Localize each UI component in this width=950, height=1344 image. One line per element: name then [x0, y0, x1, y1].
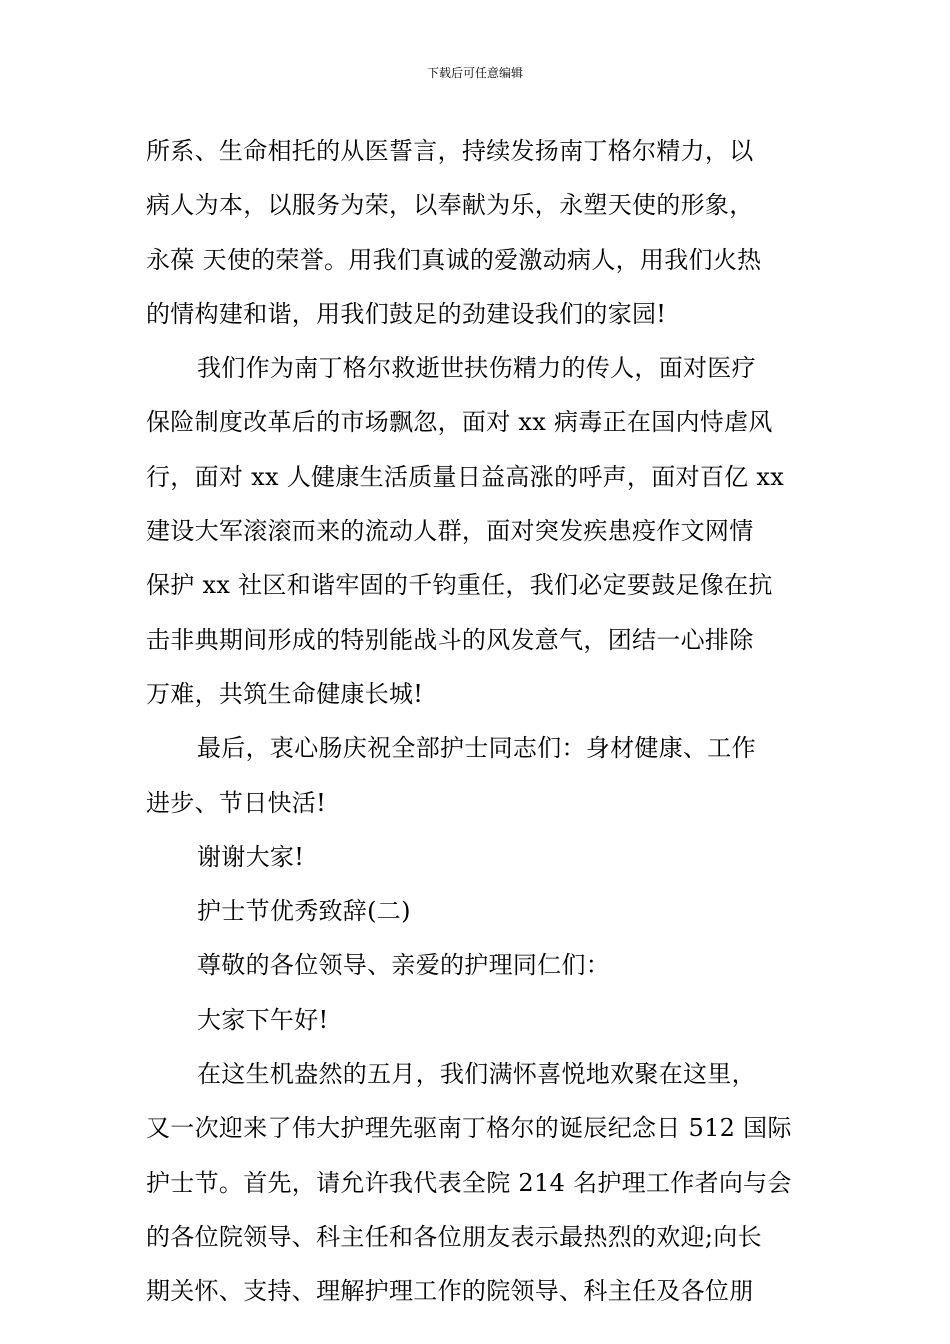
text-line: 永葆 天使的荣誉。用我们真诚的爱激动病人，用我们火热	[146, 245, 762, 274]
text-line: 我们作为南丁格尔救逝世扶伤精力的传人，面对医疗	[197, 354, 756, 383]
text-line: 谢谢大家!	[197, 842, 305, 871]
text-line: 大家下午好!	[197, 1005, 329, 1034]
text-line: 期关怀、支持、理解护理工作的院领导、科主任及各位朋	[146, 1277, 754, 1306]
text-line: 的情构建和谐，用我们鼓足的劲建设我们的家园!	[146, 299, 667, 328]
text-line: 的各位院领导、科主任和各位朋友表示最热烈的欢迎;向长	[146, 1222, 762, 1251]
text-line: 保险制度改革后的市场飘忽，面对 xx 病毒正在国内恃虐风	[146, 408, 773, 437]
text-line: 建设大军滚滚而来的流动人群，面对突发疾患疫作文网情	[146, 517, 754, 546]
text-line: 行，面对 xx 人健康生活质量日益高涨的呼声，面对百亿 xx	[146, 462, 785, 491]
page-header: 下载后可任意编辑	[426, 66, 523, 80]
text-line: 最后，衷心肠庆祝全部护士同志们：身材健康、工作	[197, 734, 756, 763]
text-line: 在这生机盎然的五月，我们满怀喜悦地欢聚在这里，	[197, 1060, 756, 1089]
document-body	[146, 124, 806, 1319]
section-title: 护士节优秀致辞(二)	[197, 897, 411, 926]
text-line: 所系、生命相托的从医誓言，持续发扬南丁格尔精力，以	[146, 137, 754, 165]
text-line: 护士节。首先，请允许我代表全院 214 名护理工作者向与会	[146, 1168, 792, 1197]
text-line: 病人为本，以服务为荣，以奉献为乐，永塑天使的形象，	[146, 191, 754, 220]
text-line: 尊敬的各位领导、亲爱的护理同仁们：	[197, 951, 611, 980]
text-line: 击非典期间形成的特别能战斗的风发意气，团结一心排除	[146, 625, 754, 654]
text-line: 又一次迎来了伟大护理先驱南丁格尔的诞辰纪念日 512 国际	[146, 1114, 792, 1143]
text-line: 万难，共筑生命健康长城!	[146, 679, 424, 708]
text-line: 进步、节日快活!	[146, 788, 327, 817]
text-line: 保护 xx 社区和谐牢固的千钧重任，我们必定要鼓足像在抗	[146, 571, 773, 600]
